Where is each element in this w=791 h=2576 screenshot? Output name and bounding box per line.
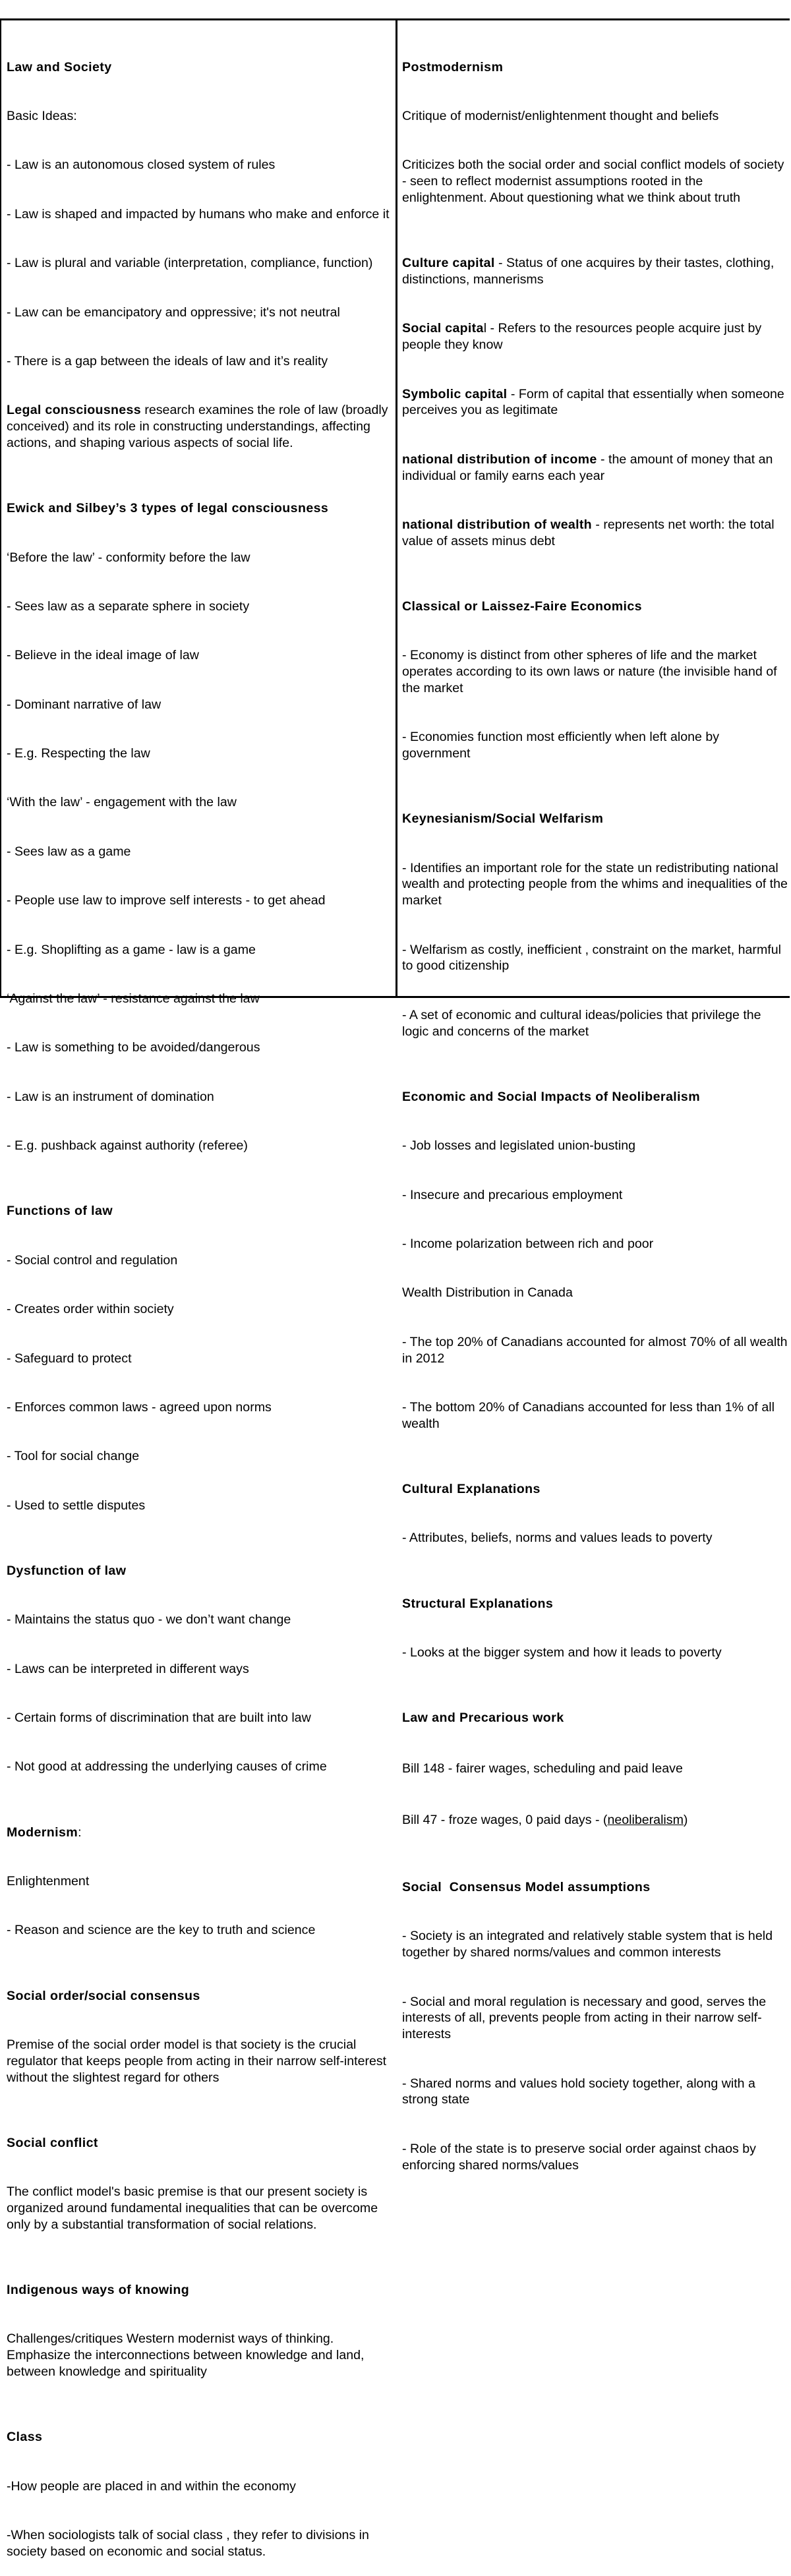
bullet: - Social and moral regulation is necessary and good, serves the interests of all, prevents people from acting in their narrow self-interests xyxy=(402,1994,770,2042)
line: Basic Ideas: xyxy=(7,108,77,123)
heading-suffix: : xyxy=(78,1825,82,1840)
bullet: - The bottom 20% of Canadians accounted for less than 1% of all wealth xyxy=(402,1399,778,1431)
heading-law-and-society: Law and Society xyxy=(7,59,112,74)
definition: l - Refers to the resources people acquire just by people they know xyxy=(402,321,765,353)
term: national distribution of wealth xyxy=(402,517,592,532)
bullet: - Law is an autonomous closed system of rules xyxy=(7,158,276,173)
heading-functions-of-law: Functions of law xyxy=(7,1204,113,1219)
definition: - Form of capital that essentially when someone perceives you as legitimate xyxy=(402,386,788,418)
heading-indigenous: Indigenous ways of knowing xyxy=(7,2282,190,2297)
definition: - Status of one acquires by their tastes, clothing, distinctions, mannerisms xyxy=(402,256,778,287)
right-column xyxy=(402,26,791,2190)
heading-class: Class xyxy=(7,2430,43,2445)
bullet: - Law is something to be avoided/dangerous xyxy=(7,1040,260,1055)
bullet: - Law is plural and variable (interpretation, compliance, function) xyxy=(7,256,373,271)
definition: research examines the role of law (broadly conceived) and its role in constructing understandings, affecting actions, and shaping various aspects of social life. xyxy=(7,403,392,450)
term-culture-capital xyxy=(402,255,788,288)
bullet: - Safeguard to protect xyxy=(7,1351,132,1366)
line: ‘Before the law’ - conformity before the law xyxy=(7,550,250,565)
line: Critique of modernist/enlightenment thought and beliefs xyxy=(402,108,719,123)
bullet: - The top 20% of Canadians accounted for almost 70% of all wealth in 2012 xyxy=(402,1334,791,1366)
bullet: - Economy is distinct from other spheres of life and the market operates according to its own laws or nature (the invisible hand of the market xyxy=(402,648,780,695)
definition: - the amount of money that an individual or family earns each year xyxy=(402,452,776,483)
line: ‘With the law’ - engagement with the law xyxy=(7,795,237,810)
bullet: - Job losses and legislated union-busting xyxy=(402,1138,635,1154)
bullet: - Maintains the status quo - we don’t want change xyxy=(7,1612,291,1627)
bullet: -When sociologists talk of social class , they refer to divisions in society based on economic and social status. xyxy=(7,2527,373,2559)
bullet: - People use law to improve self interests - to get ahead xyxy=(7,893,326,908)
bullet: - There is a gap between the ideals of law and it’s reality xyxy=(7,353,328,368)
bullet: - A set of economic and cultural ideas/policies that privilege the logic and concerns of the market xyxy=(402,1007,765,1039)
heading-classical-economics: Classical or Laissez-Faire Economics xyxy=(402,599,642,614)
heading-modernism-row xyxy=(7,1825,392,1841)
bullet: - Not good at addressing the underlying causes of crime xyxy=(7,1759,327,1774)
bullet: - Reason and science are the key to truth and science xyxy=(7,1923,316,1938)
line-bill-148: Bill 148 - fairer wages, scheduling and paid leave xyxy=(402,1761,683,1776)
heading-precarious-work: Law and Precarious work xyxy=(402,1711,564,1726)
bullet: - Dominant narrative of law xyxy=(7,697,161,712)
legal-consciousness-paragraph xyxy=(7,402,392,451)
bullet: - Sees law as a game xyxy=(7,844,131,859)
bullet: - Income polarization between rich and poor xyxy=(402,1236,654,1251)
bullet: - Certain forms of discrimination that are built into law xyxy=(7,1711,311,1726)
bullet: - Law can be emancipatory and oppressive; it's not neutral xyxy=(7,305,340,320)
line-bill-47 xyxy=(402,1812,788,1829)
bullet: - Society is an integrated and relatively stable system that is held together by shared norms/values and common interests xyxy=(402,1929,776,1960)
heading-ewick-silbey: Ewick and Silbey’s 3 types of legal consciousness xyxy=(7,501,329,516)
bullet: - Social control and regulation xyxy=(7,1252,178,1268)
bullet: - Believe in the ideal image of law xyxy=(7,648,199,663)
bullet: - Law is an instrument of domination xyxy=(7,1089,214,1104)
heading-social-conflict: Social conflict xyxy=(7,2135,98,2150)
definition: - represents net worth: the total value of assets minus debt xyxy=(402,517,778,548)
bullet: - Welfarism as costly, inefficient , constraint on the market, harmful to good citizenship xyxy=(402,942,785,974)
bullet: - Sees law as a separate sphere in society xyxy=(7,599,250,614)
bullet: - E.g. Respecting the law xyxy=(7,746,150,761)
paragraph: Criticizes both the social order and social conflict models of society - seen to reflect modernist assumptions rooted in the enlightenment. About questioning what we think about truth xyxy=(402,158,788,205)
bill-47-text: Bill 47 - froze wages, 0 paid days - ( xyxy=(402,1812,608,1827)
bullet: - Role of the state is to preserve social order against chaos by enforcing shared norms/values xyxy=(402,2141,760,2173)
bullet: - Enforces common laws - agreed upon norms xyxy=(7,1399,272,1415)
paragraph: The conflict model's basic premise is that our present society is organized around fundamental inequalities that can be overcome only by a substantial transformation of social relations. xyxy=(7,2184,382,2232)
bullet: - E.g. pushback against authority (referee) xyxy=(7,1138,248,1154)
term-social-capital xyxy=(402,320,788,353)
heading-cultural-explanations: Cultural Explanations xyxy=(402,1481,541,1496)
heading-neoliberalism-impacts: Economic and Social Impacts of Neoliberalism xyxy=(402,1089,701,1104)
bullet: - Attributes, beliefs, norms and values leads to poverty xyxy=(402,1531,713,1546)
bill-47-suffix: ) xyxy=(683,1812,688,1827)
left-column xyxy=(7,26,392,2576)
bullet: - Economies function most efficiently when left alone by government xyxy=(402,730,723,761)
heading-dysfunction-of-law: Dysfunction of law xyxy=(7,1563,127,1578)
term: Symbolic capital xyxy=(402,386,508,401)
neoliberalism-link[interactable]: neoliberalism xyxy=(607,1812,684,1827)
line: Wealth Distribution in Canada xyxy=(402,1285,573,1301)
bullet: - Laws can be interpreted in different ways xyxy=(7,1661,249,1676)
bullet: - Looks at the bigger system and how it leads to poverty xyxy=(402,1645,722,1660)
heading-keynesianism: Keynesianism/Social Welfarism xyxy=(402,811,604,827)
heading-modernism: Modernism xyxy=(7,1825,78,1840)
bullet: - Shared norms and values hold society together, along with a strong state xyxy=(402,2076,759,2107)
bullet: - Used to settle disputes xyxy=(7,1498,146,1513)
term-symbolic-capital xyxy=(402,386,788,419)
line: Enlightenment xyxy=(7,1874,90,1889)
heading-consensus-model: Social Consensus Model assumptions xyxy=(402,1880,651,1895)
term: Culture capital xyxy=(402,256,495,271)
term-distribution-income xyxy=(402,452,788,484)
bullet: -How people are placed in and within the economy xyxy=(7,2478,296,2494)
bullet: - Creates order within society xyxy=(7,1302,174,1317)
term: Social capita xyxy=(402,321,484,336)
paragraph: Premise of the social order model is that society is the crucial regulator that keeps people from acting in their narrow self-interest without the slightest regard for others xyxy=(7,2037,390,2085)
term: national distribution of income xyxy=(402,452,597,467)
heading-social-order: Social order/social consensus xyxy=(7,1988,200,2003)
term-distribution-wealth xyxy=(402,517,788,550)
column-divider xyxy=(396,18,397,998)
term-legal-consciousness: Legal consciousness xyxy=(7,403,141,418)
heading-structural-explanations: Structural Explanations xyxy=(402,1596,554,1611)
bullet: - Insecure and precarious employment xyxy=(402,1187,623,1202)
bullet: - E.g. Shoplifting as a game - law is a game xyxy=(7,942,256,957)
bullet: - Tool for social change xyxy=(7,1449,140,1464)
bullet: - Identifies an important role for the state un redistributing national wealth and protecting people from the whims and inequalities of the market xyxy=(402,860,791,908)
heading-postmodernism: Postmodernism xyxy=(402,59,504,74)
paragraph: Challenges/critiques Western modernist ways of thinking. Emphasize the interconnections between knowledge and land, between knowledge and spirituality xyxy=(7,2331,368,2379)
line: ‘Against the law’ - resistance against the law xyxy=(7,991,260,1007)
bullet: - Law is shaped and impacted by humans who make and enforce it xyxy=(7,206,390,221)
